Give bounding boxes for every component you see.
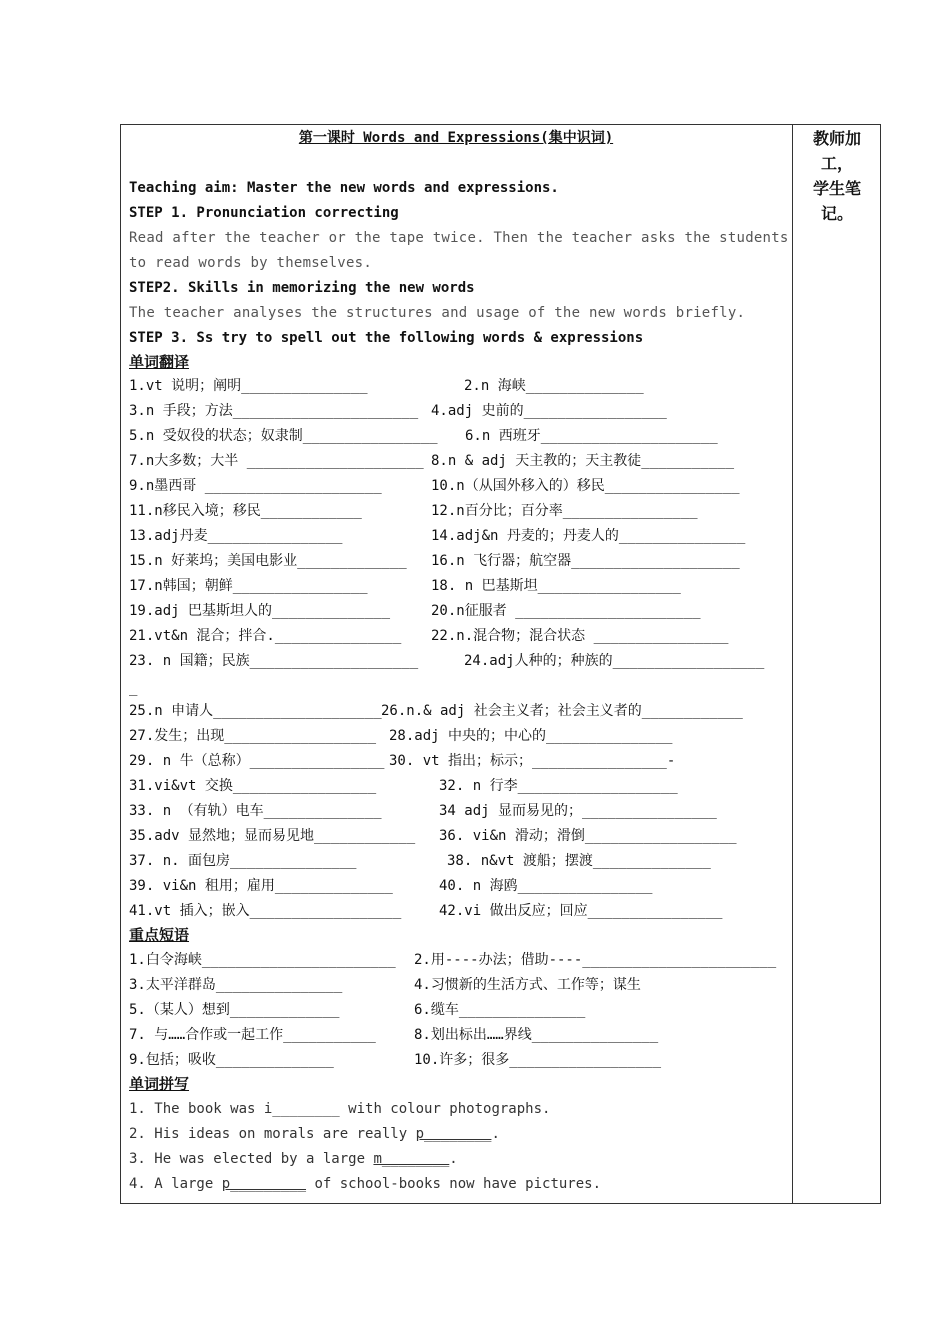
word-item: 39. vi&n 租用；雇用______________: [129, 878, 393, 894]
word-item: 7.n大多数；大半 _____________________: [129, 453, 424, 469]
word-item: 33. n （有轨）电车______________: [129, 803, 382, 819]
word-item: 42.vi 做出反应；回应________________: [439, 903, 723, 919]
word-item: 28.adj 中央的；中心的_______________: [389, 728, 673, 744]
phrase-item: 2.用----办法；借助----_______________________: [414, 952, 777, 968]
spelling-exercise: 2. His ideas on morals are really p________.: [129, 1126, 500, 1142]
word-item: 2.n 海峡______________: [464, 378, 644, 394]
word-item: 38. n&vt 渡船；摆渡______________: [447, 853, 711, 869]
word-item: 3.n 手段；方法______________________: [129, 403, 419, 419]
phrase-item: 3.太平洋群岛_______________: [129, 977, 343, 993]
step1-text: Read after the teacher or the tape twice. Then the teacher asks the students: [129, 230, 789, 246]
phrase-item: 1.白令海峡_______________________: [129, 952, 396, 968]
step3-heading: STEP 3. Ss try to spell out the following words & expressions: [129, 330, 644, 346]
lesson-title: 第一课时 Words and Expressions(集中识词): [298, 130, 614, 146]
word-item: 23. n 国籍；民族____________________: [129, 653, 419, 669]
step1-heading: STEP 1. Pronunciation correcting: [129, 205, 399, 221]
answer-blank[interactable]: p________: [415, 1126, 492, 1142]
word-item: 17.n韩国；朝鲜________________: [129, 578, 368, 594]
word-item: 5.n 受奴役的状态；奴隶制________________: [129, 428, 438, 444]
word-item: 4.adj 史前的_________________: [431, 403, 667, 419]
phrase-item: 6.缆车_______________: [414, 1002, 586, 1018]
word-item: 37. n. 面包房_______________: [129, 853, 357, 869]
step2-text: The teacher analyses the structures and usage of the new words briefly.: [129, 305, 746, 321]
word-item: 41.vt 插入；嵌入__________________: [129, 903, 402, 919]
word-item-continuation: _: [129, 680, 138, 696]
word-item: 10.n（从国外移入的）移民________________: [431, 478, 740, 494]
side-note-line: 工，: [820, 154, 853, 173]
phrase-item: 5.（某人）想到_____________: [129, 1002, 340, 1018]
step1-text: to read words by themselves.: [129, 255, 373, 271]
section-key-phrases: 重点短语: [129, 926, 190, 944]
phrase-item: 8.划出标出……界线_______________: [414, 1027, 659, 1043]
word-item: 13.adj丹麦________________: [129, 528, 343, 544]
teaching-aim: Teaching aim: Master the new words and expressions.: [129, 180, 559, 196]
section-word-translation: 单词翻译: [129, 353, 190, 371]
phrase-item: 4.习惯新的生活方式、工作等；谋生: [414, 977, 641, 993]
side-note-line: 教师加: [812, 129, 861, 148]
column-divider: [792, 124, 793, 1204]
word-item: 34 adj 显而易见的；________________: [439, 803, 717, 819]
answer-blank[interactable]: m________: [373, 1151, 450, 1167]
word-item: 8.n & adj 天主教的；天主教徒___________: [431, 453, 735, 469]
phrase-item: 7. 与……合作或一起工作___________: [129, 1027, 376, 1043]
word-item: 20.n征服者 ______________________: [431, 603, 701, 619]
phrase-item: 10.许多；很多__________________: [414, 1052, 662, 1068]
word-item: 31.vi&vt 交换_________________: [129, 778, 377, 794]
word-item: 40. n 海鸥________________: [439, 878, 653, 894]
word-item: 32. n 行李___________________: [439, 778, 678, 794]
word-item: 26.n.& adj 社会主义者；社会主义者的____________: [381, 703, 743, 719]
word-item: 25.n 申请人____________________: [129, 703, 382, 719]
word-item: 35.adv 显然地；显而易见地____________: [129, 828, 416, 844]
spelling-exercise: 4. A large p_________ of school-books now have pictures.: [129, 1176, 602, 1192]
step2-heading: STEP2. Skills in memorizing the new words: [129, 280, 475, 296]
answer-blank[interactable]: p_________: [221, 1176, 307, 1192]
word-item: 36. vi&n 滑动；滑倒__________________: [439, 828, 737, 844]
word-item: 24.adj人种的；种族的__________________: [464, 653, 765, 669]
word-item: 19.adj 巴基斯坦人的______________: [129, 603, 391, 619]
section-word-spelling: 单词拼写: [129, 1075, 190, 1093]
word-item: 30. vt 指出；标示；________________-: [389, 753, 676, 769]
word-item: 9.n墨西哥 _____________________: [129, 478, 382, 494]
word-item: 27.发生；出现__________________: [129, 728, 377, 744]
spelling-exercise: 1. The book was i________ with colour photographs.: [129, 1101, 551, 1117]
word-item: 14.adj&n 丹麦的；丹麦人的_______________: [431, 528, 746, 544]
phrase-item: 9.包括；吸收______________: [129, 1052, 334, 1068]
word-item: 22.n.混合物；混合状态 ________________: [431, 628, 729, 644]
word-item: 15.n 好莱坞；美国电影业_____________: [129, 553, 407, 569]
side-note-line: 学生笔: [812, 179, 861, 198]
side-note-line: 记。: [820, 204, 853, 223]
word-item: 12.n百分比；百分率________________: [431, 503, 698, 519]
word-item: 21.vt&n 混合；拌合._______________: [129, 628, 402, 644]
word-item: 6.n 西班牙_____________________: [465, 428, 718, 444]
word-item: 1.vt 说明；阐明_______________: [129, 378, 368, 394]
word-item: 18. n 巴基斯坦_________________: [431, 578, 681, 594]
answer-blank[interactable]: ________: [272, 1101, 340, 1117]
spelling-exercise: 3. He was elected by a large m________.: [129, 1151, 458, 1167]
word-item: 29. n 牛（总称）________________: [129, 753, 385, 769]
word-item: 11.n移民入境；移民____________: [129, 503, 362, 519]
teacher-note-column: [793, 126, 881, 226]
word-item: 16.n 飞行器；航空器____________________: [431, 553, 740, 569]
